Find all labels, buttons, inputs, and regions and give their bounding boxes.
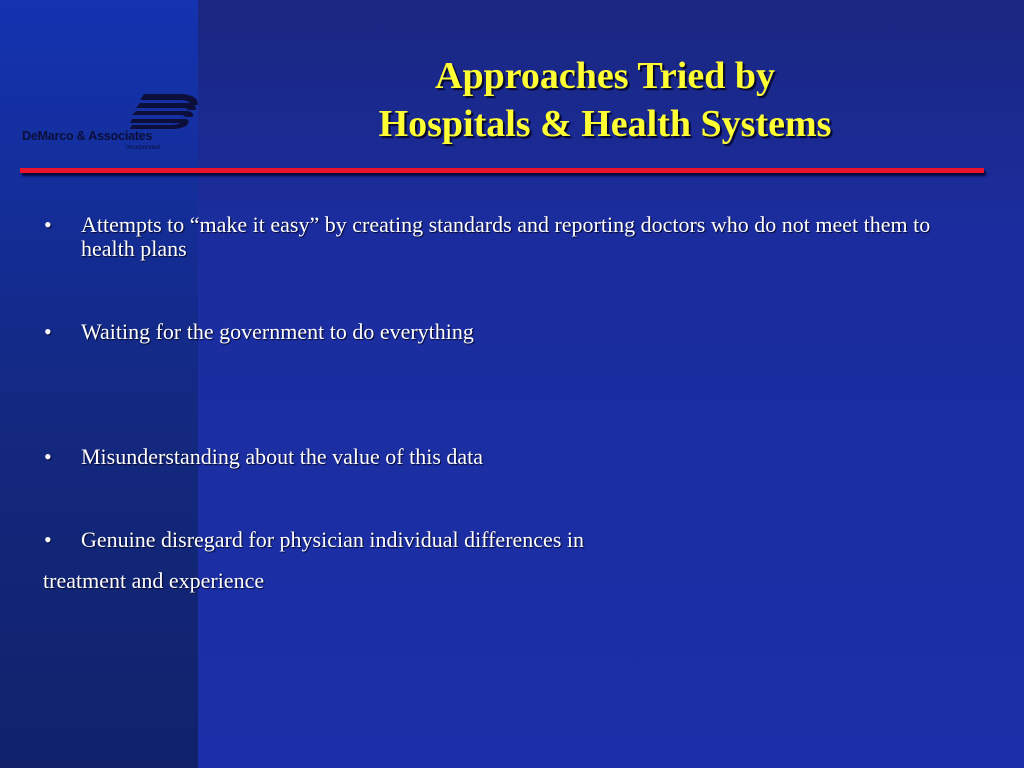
bullet-text: Waiting for the government to do everything <box>81 319 474 344</box>
bullet-item <box>44 445 964 469</box>
title-line-2: Hospitals & Health Systems <box>378 103 832 145</box>
bullet-dot: • <box>44 527 52 552</box>
company-name: DeMarco & Associates <box>22 129 153 143</box>
bullet-continuation-text: treatment and experience <box>43 568 265 593</box>
bullet-dot: • <box>44 212 52 237</box>
title-line-1: Approaches Tried by <box>435 55 775 97</box>
bullet-dot: • <box>44 319 52 344</box>
bullet-item <box>44 528 964 552</box>
company-tagline: Incorporated <box>126 145 160 151</box>
bullet-text: Attempts to “make it easy” by creating standards and reporting doctors who do not meet them to health plans <box>81 212 931 261</box>
bullet-item <box>44 213 964 261</box>
bullet-dot: • <box>44 444 52 469</box>
bullet-text: Genuine disregard for physician individual differences in <box>81 527 584 552</box>
bullet-text: Misunderstanding about the value of this data <box>81 444 484 469</box>
bullet-item <box>44 320 964 344</box>
